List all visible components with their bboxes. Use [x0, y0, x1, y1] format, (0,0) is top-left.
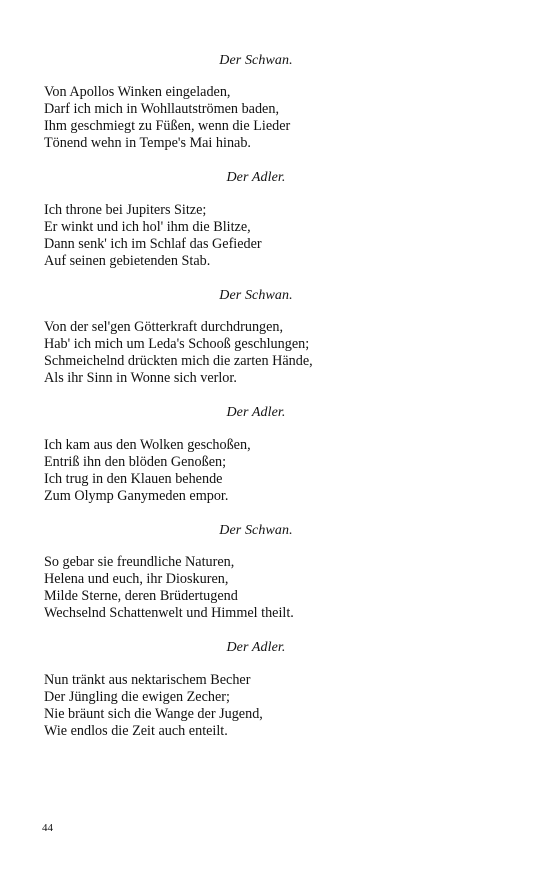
- verse-line: Als ihr Sinn in Wonne sich verlor.: [44, 370, 237, 386]
- speaker-heading: Der Adler.: [226, 170, 286, 185]
- stanza: [44, 202, 504, 270]
- verse-line: Nun tränkt aus nektarischem Becher: [44, 672, 251, 688]
- verse-line: Ich trug in den Klauen behende: [44, 471, 223, 487]
- verse-line: Dann senk' ich im Schlaf das Gefieder: [44, 236, 262, 252]
- speaker-heading: Der Schwan.: [219, 53, 293, 68]
- verse-line: Wie endlos die Zeit auch enteilt.: [44, 723, 228, 739]
- verse-line: Von Apollos Winken eingeladen,: [44, 84, 231, 100]
- stanza: [44, 554, 504, 622]
- speaker-heading: Der Adler.: [226, 640, 286, 655]
- verse-line: Wechselnd Schattenwelt und Himmel theilt.: [44, 605, 294, 621]
- verse-line: Ich kam aus den Wolken geschoßen,: [44, 437, 251, 453]
- verse-line: Zum Olymp Ganymeden empor.: [44, 488, 229, 504]
- verse-line: Helena und euch, ihr Dioskuren,: [44, 571, 229, 587]
- verse-line: Von der sel'gen Götterkraft durchdrungen,: [44, 319, 284, 335]
- verse-line: Ich throne bei Jupiters Sitze;: [44, 202, 207, 218]
- verse-line: Schmeichelnd drückten mich die zarten Hände,: [44, 353, 313, 369]
- verse-line: Tönend wehn in Tempe's Mai hinab.: [44, 135, 251, 151]
- speaker-heading: Der Adler.: [226, 405, 286, 420]
- speaker-heading: Der Schwan.: [219, 523, 293, 538]
- verse-line: Hab' ich mich um Leda's Schooß geschlungen;: [44, 336, 310, 352]
- verse-line: Darf ich mich in Wohllautströmen baden,: [44, 101, 279, 117]
- page-number: 44: [42, 822, 53, 834]
- verse-line: Ihm geschmiegt zu Füßen, wenn die Lieder: [44, 118, 291, 134]
- verse-line: Auf seinen gebietenden Stab.: [44, 253, 211, 269]
- stanza: [44, 319, 504, 387]
- verse-line: Nie bräunt sich die Wange der Jugend,: [44, 706, 263, 722]
- stanza: [44, 84, 504, 152]
- verse-line: Entriß ihn den blöden Genoßen;: [44, 454, 227, 470]
- stanza: [44, 437, 504, 505]
- verse-line: So gebar sie freundliche Naturen,: [44, 554, 235, 570]
- verse-line: Milde Sterne, deren Brüdertugend: [44, 588, 238, 604]
- verse-line: Er winkt und ich hol' ihm die Blitze,: [44, 219, 251, 235]
- speaker-heading: Der Schwan.: [219, 288, 293, 303]
- verse-line: Der Jüngling die ewigen Zecher;: [44, 689, 230, 705]
- stanza: [44, 672, 504, 740]
